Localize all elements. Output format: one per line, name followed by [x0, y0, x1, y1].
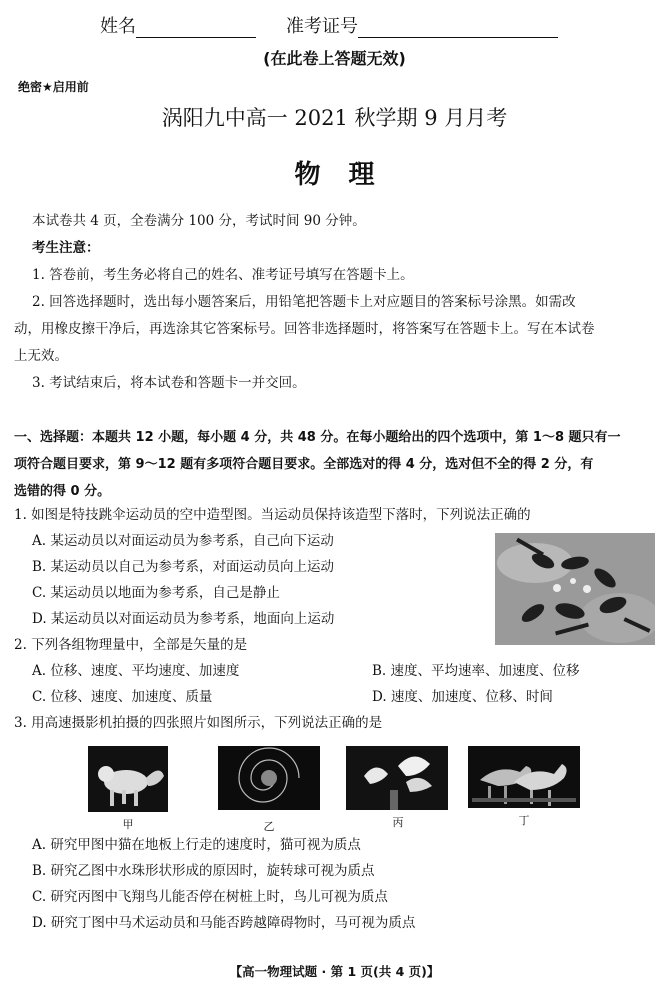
- q3-option-b: B. 研究乙图中水珠形状形成的原因时，旋转球可视为质点: [32, 863, 375, 879]
- caption-ding: 丁: [518, 814, 530, 827]
- exam-number-field: [286, 12, 558, 38]
- name-label: 姓名: [100, 16, 136, 37]
- subject-title: 物理: [294, 160, 403, 190]
- section-1-line-3: 选错的得 0 分。: [14, 484, 111, 499]
- notice-2c: 上无效。: [14, 348, 68, 364]
- intro-line: 本试卷共 4 页，全卷满分 100 分，考试时间 90 分钟。: [32, 213, 366, 229]
- q2-option-c: C. 位移、速度、加速度、质量: [32, 689, 213, 705]
- secret-label: 绝密★启用前: [18, 80, 89, 94]
- q3-option-a: A. 研究甲图中猫在地板上行走的速度时，猫可视为质点: [32, 837, 361, 853]
- exam-title: 涡阳九中高一 2021 秋学期 9 月月考: [161, 106, 508, 130]
- name-blank: [136, 19, 256, 38]
- caption-yi: 乙: [263, 820, 275, 833]
- q1-option-b: B. 某运动员以自己为参考系，对面运动员向上运动: [32, 559, 335, 575]
- q3-option-d: D. 研究丁图中马术运动员和马能否跨越障碍物时，马可视为质点: [32, 915, 416, 931]
- skydivers-illustration: [495, 533, 655, 645]
- skydivers-photo: [495, 533, 655, 645]
- photo-horses: [468, 746, 580, 808]
- exam-number-blank: [358, 19, 558, 38]
- q1-stem: 1. 如图是特技跳伞运动员的空中造型图。当运动员保持该造型下落时，下列说法正确的: [14, 507, 531, 523]
- photo-birds: [346, 746, 448, 810]
- name-field: [100, 12, 256, 38]
- q2-option-b: B. 速度、平均速率、加速度、位移: [372, 663, 580, 679]
- q2-option-a: A. 位移、速度、平均速度、加速度: [32, 663, 240, 679]
- q3-stem: 3. 用高速摄影机拍摄的四张照片如图所示，下列说法正确的是: [14, 715, 383, 731]
- q1-option-a: A. 某运动员以对面运动员为参考系，自己向下运动: [32, 533, 334, 549]
- photo-spinning-ball: [218, 746, 320, 810]
- caption-bing: 丙: [392, 816, 404, 829]
- notice-1: 1. 答卷前，考生务必将自己的姓名、准考证号填写在答题卡上。: [32, 267, 414, 283]
- notice-2a: 2. 回答选择题时，选出每小题答案后，用铅笔把答题卡上对应题目的答案标号涂黑。如需改: [32, 294, 576, 310]
- page-footer: 【高一物理试题 · 第 1 页(共 4 页)】: [229, 964, 440, 979]
- notice-2b: 动，用橡皮擦干净后，再选涂其它答案标号。回答非选择题时，将答案写在答题卡上。写在本试卷: [14, 321, 595, 337]
- q3-option-c: C. 研究丙图中飞翔鸟儿能否停在树桩上时，鸟儿可视为质点: [32, 889, 388, 905]
- section-1-line-2: 项符合题目要求，第 9～12 题有多项符合题目要求。全部选对的得 4 分，选对但不全的得 2 分，有: [14, 457, 594, 472]
- section-1-line-1: 一、选择题：本题共 12 小题，每小题 4 分，共 48 分。在每小题给出的四个选项中，第 1～8 题只有一: [14, 430, 621, 445]
- notice-title: 考生注意：: [32, 240, 100, 256]
- q1-option-d: D. 某运动员以对面运动员为参考系，地面向上运动: [32, 611, 335, 627]
- caption-jia: 甲: [122, 818, 134, 831]
- photo-cat: [88, 746, 168, 812]
- q1-option-c: C. 某运动员以地面为参考系，自己是静止: [32, 585, 280, 601]
- invalid-note: (在此卷上答题无效): [263, 49, 406, 68]
- q2-option-d: D. 速度、加速度、位移、时间: [372, 689, 553, 705]
- notice-3: 3. 考试结束后，将本试卷和答题卡一并交回。: [32, 375, 306, 391]
- exam-number-label: 准考证号: [286, 16, 358, 37]
- q2-stem: 2. 下列各组物理量中，全部是矢量的是: [14, 637, 248, 653]
